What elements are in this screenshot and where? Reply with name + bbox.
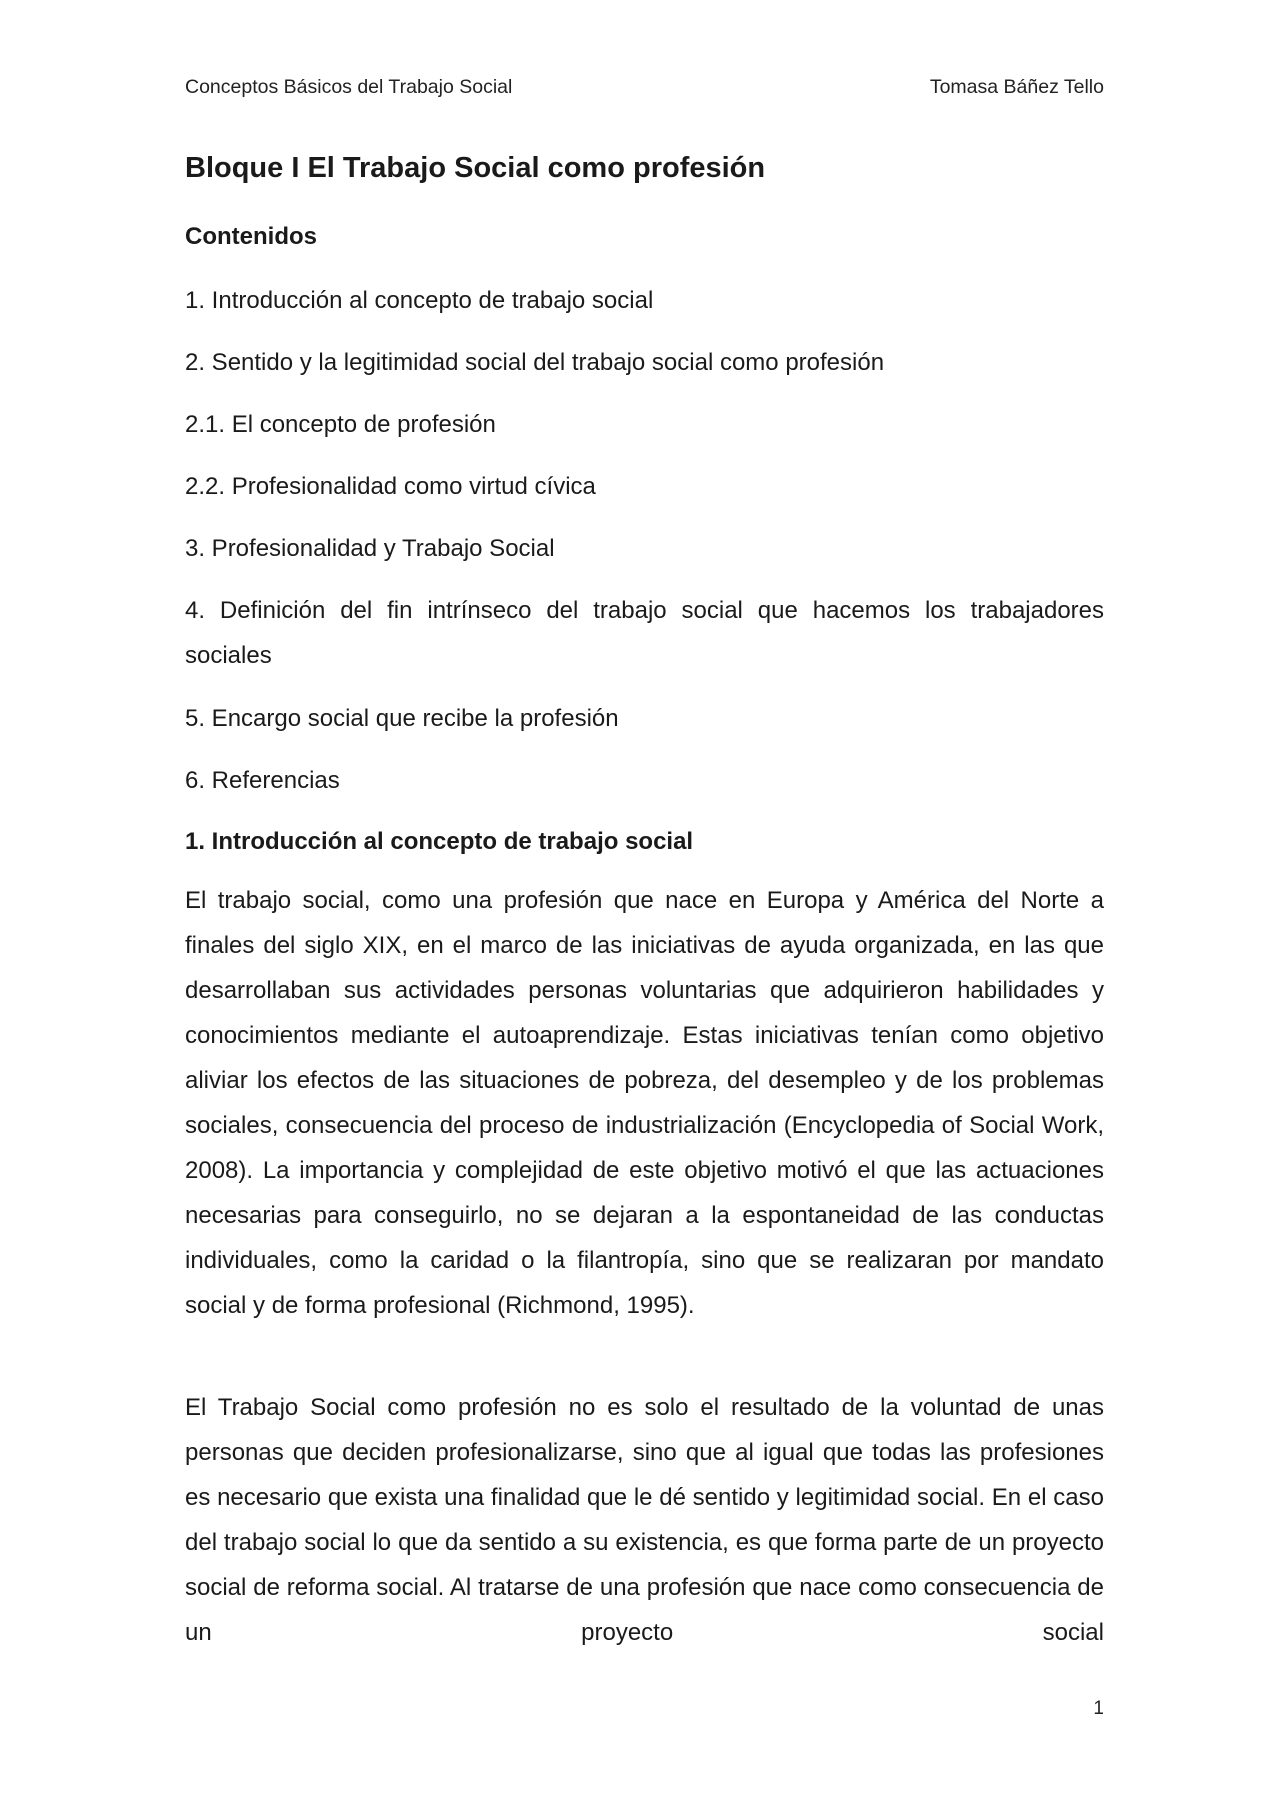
- body-paragraph: El Trabajo Social como profesión no es solo el resultado de la voluntad de unas personas que deciden profesionalizarse, sino que al igual que todas las profesiones es necesario que exista una finalidad que le dé sentido y legitimidad social. En el caso del trabajo social lo que da sentido a su existencia, es que forma parte de un proyecto social de reforma social. Al tratarse de una profesión que nace como consecuencia de un proyecto social: [185, 1394, 1104, 1646]
- toc-item: 2. Sentido y la legitimidad social del trabajo social como profesión: [185, 349, 885, 376]
- header-author: Tomasa Báñez Tello: [929, 76, 1104, 98]
- body-paragraph: El trabajo social, como una profesión que nace en Europa y América del Norte a finales del siglo XIX, en el marco de las iniciativas de ayuda organizada, en las que desarrollaban sus actividades personas voluntarias que adquirieron habilidades y conocimientos mediante el autoaprendizaje. Estas iniciativas tenían como objetivo aliviar los efectos de las situaciones de pobreza, del desempleo y de los problemas sociales, consecuencia del proceso de industrialización (Encyclopedia of Social Work, 2008). La importancia y complejidad de este objetivo motivó el que las actuaciones necesarias para conseguirlo, no se dejaran a la espontaneidad de las conductas individuales, como la caridad o la filantropía, sino que se realizaran por mandato social y de forma profesional (Richmond, 1995).: [185, 887, 1104, 1319]
- block-title: Bloque I El Trabajo Social como profesión: [185, 152, 766, 184]
- toc-item: 5. Encargo social que recibe la profesión: [185, 705, 619, 732]
- toc-item: 2.2. Profesionalidad como virtud cívica: [185, 473, 596, 500]
- toc-item: 4. Definición del fin intrínseco del trabajo social que hacemos los trabajadores sociales: [185, 597, 1104, 669]
- toc-item: 1. Introducción al concepto de trabajo social: [185, 287, 654, 314]
- running-header: [185, 76, 1104, 99]
- toc-item: 3. Profesionalidad y Trabajo Social: [185, 535, 555, 562]
- header-course-title: Conceptos Básicos del Trabajo Social: [185, 76, 513, 98]
- toc-item: 6. Referencias: [185, 767, 340, 794]
- contents-heading: Contenidos: [185, 223, 317, 250]
- toc-item: 2.1. El concepto de profesión: [185, 411, 496, 438]
- section-heading: 1. Introducción al concepto de trabajo social: [185, 828, 694, 855]
- page-number: 1: [1093, 1698, 1104, 1719]
